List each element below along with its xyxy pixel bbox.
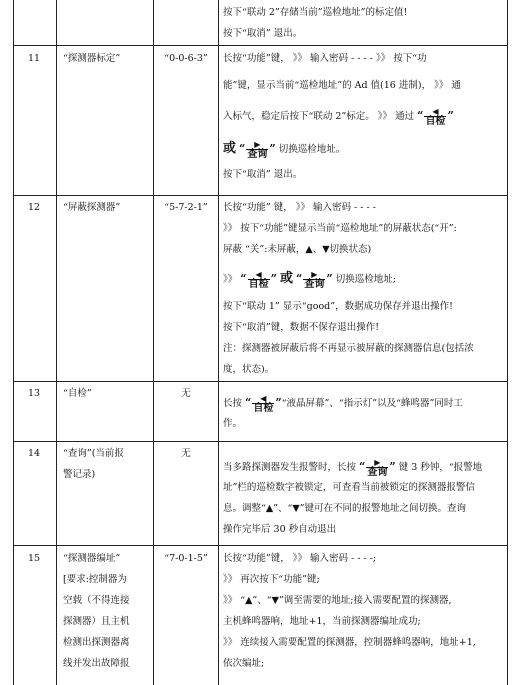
or-text: 或 <box>279 271 293 286</box>
key-label: 查询 <box>304 278 325 290</box>
column-divider <box>218 0 219 685</box>
quote-mark: “ <box>359 460 366 473</box>
desc-text: 切换巡检地址。 <box>278 144 346 155</box>
desc-line: 按下“联动 1” 显示“good”，数据成功保存并退出操作! <box>223 301 453 312</box>
row-divider <box>13 441 508 442</box>
row-13-description <box>223 392 506 434</box>
key-label: 自检 <box>253 402 274 414</box>
quote-mark: “ <box>417 109 424 122</box>
name-line: “探测器编址” <box>63 553 121 564</box>
desc-line: 》》 连续接入需要配置的探测器，控制器蜂鸣器响，地址+1, <box>223 637 476 648</box>
row-number: 13 <box>27 388 41 399</box>
quote-mark: ” <box>270 272 277 285</box>
self-check-key <box>252 394 274 414</box>
quote-mark: ” <box>326 272 333 285</box>
arrow-right-icon: ▶ <box>311 268 318 279</box>
name-line: 线并发出故障报 <box>63 658 130 669</box>
name-line: “查询”(当前报 <box>63 448 124 459</box>
query-key <box>303 270 325 290</box>
desc-line: 按下“取消” 退出。 <box>223 169 303 180</box>
password-code: “7-0-1-5” <box>164 553 208 564</box>
key-label: 查询 <box>247 148 268 160</box>
row-number: 14 <box>27 448 41 459</box>
password-code: 无 <box>181 388 191 399</box>
query-key <box>246 140 268 160</box>
column-divider <box>153 0 154 685</box>
self-check-key <box>424 107 446 127</box>
desc-line <box>223 392 506 413</box>
row-divider <box>13 545 508 546</box>
arrow-right-icon: ▶ <box>254 138 261 149</box>
desc-line: 》》 再次按下“功能”键; <box>223 574 320 585</box>
key-label: 查询 <box>367 466 388 478</box>
desc-line <box>223 105 506 126</box>
desc-text: 键 3 秒钟，“报警地 <box>398 462 483 473</box>
or-text: 或 <box>223 141 237 156</box>
row-number: 11 <box>27 53 41 64</box>
row-12-description <box>223 197 506 380</box>
function-name <box>63 548 130 674</box>
desc-text: 入标气，稳定后按下“联动 2”标定。 》》 通过 <box>223 111 415 122</box>
function-name: “屏蔽探测器” <box>63 202 121 213</box>
desc-line: 长按“功能”键， 》》 输入密码 - - - -; <box>223 553 377 564</box>
quote-mark: “ <box>296 272 303 285</box>
arrow-left-icon: ◀ <box>432 105 439 116</box>
table-border-left <box>13 0 14 685</box>
arrow-left-icon: ◀ <box>255 268 262 279</box>
desc-line: 屏蔽 “关”:未屏蔽，▲、▼切换状态) <box>223 244 372 255</box>
instruction-table <box>13 0 508 685</box>
row-divider <box>13 45 508 46</box>
desc-line: 能”键，显示当前“巡检地址”的 Ad 值(16 进制)， 》》 通 <box>223 80 461 91</box>
name-line: [要求:控制器为 <box>63 574 127 585</box>
desc-text: 切换巡检地址; <box>335 274 396 285</box>
desc-text: 当多路探测器发生报警时，长按 <box>223 462 357 473</box>
quote-mark: ” <box>389 460 396 473</box>
function-name <box>63 443 124 485</box>
desc-line <box>223 138 506 159</box>
function-name: “自检” <box>63 388 92 399</box>
desc-line: 》》 按下“功能”键显示当前“巡检地址”的屏蔽状态(“开”: <box>223 223 457 234</box>
desc-line: 注：探测器被屏蔽后将不再显示被屏蔽的探测器信息(包括浓 <box>223 343 474 354</box>
desc-line: 依次编址; <box>223 658 265 669</box>
name-line: 警记录) <box>63 469 96 480</box>
desc-text: “液晶屏幕”、“指示灯”以及“蜂鸣器”同时工 <box>281 398 463 409</box>
desc-line: 长按“功能” 键， 》》 输入密码 - - - - <box>223 202 376 213</box>
desc-line: 按下“联动 2”存储当前”巡检地址”的标定值! <box>223 7 408 18</box>
desc-line: 按下“取消”键，数据不保存退出操作! <box>223 322 380 333</box>
password-code: “5-7-2-1” <box>164 202 208 213</box>
table-border-right <box>507 0 508 685</box>
key-label: 自检 <box>425 115 446 127</box>
row-14-description <box>223 456 506 540</box>
desc-line: 》》 “▲”、“▼”调至需要的地址;接入需要配置的探测器, <box>223 595 452 606</box>
name-line: 探测器）且主机 <box>63 616 130 627</box>
query-key <box>366 458 388 478</box>
desc-line: 作。 <box>223 418 243 429</box>
column-divider <box>56 0 57 685</box>
desc-line: 长按“功能”键， 》》 输入密码 - - - - 》》 按下“功 <box>223 53 427 64</box>
row-11-description <box>223 48 506 185</box>
row-15-description <box>223 548 506 674</box>
desc-text: 》》 <box>223 274 238 285</box>
desc-text: 长按 <box>223 398 243 409</box>
arrow-right-icon: ▶ <box>374 456 381 467</box>
desc-line <box>223 268 506 289</box>
desc-line: 息。调整“▲”、“▼”键可在不同的报警地址之间切换。查询 <box>223 503 467 514</box>
desc-line: 址”栏的巡检数字被锁定，可查看当前被锁定的探测器报警信 <box>223 482 475 493</box>
row-number: 15 <box>27 553 41 564</box>
desc-line: 主机蜂鸣器响，地址+1，当前探测器编址成功; <box>223 616 421 627</box>
function-name: “探测器标定” <box>63 53 121 64</box>
name-line: 空载（不得连接 <box>63 595 130 606</box>
quote-mark: ” <box>447 109 454 122</box>
row-number: 12 <box>27 202 41 213</box>
self-check-key <box>248 270 270 290</box>
password-code: “0-0-6-3” <box>164 53 208 64</box>
row-divider <box>13 381 508 382</box>
quote-mark: ” <box>269 142 276 155</box>
desc-line: 按下“取消” 退出。 <box>223 28 303 39</box>
desc-line <box>223 456 506 477</box>
desc-line: 操作完毕后 30 秒自动退出 <box>223 524 337 535</box>
quote-mark: “ <box>240 272 247 285</box>
row-divider <box>13 195 508 196</box>
quote-mark: “ <box>239 142 246 155</box>
quote-mark: ” <box>275 396 282 409</box>
desc-line: 度，状态)。 <box>223 364 275 375</box>
name-line: 检测出探测器离 <box>63 637 130 648</box>
continuation-description <box>223 2 506 44</box>
key-label: 自检 <box>248 278 269 290</box>
password-code: 无 <box>181 448 191 459</box>
quote-mark: “ <box>245 396 252 409</box>
arrow-left-icon: ◀ <box>260 392 267 403</box>
